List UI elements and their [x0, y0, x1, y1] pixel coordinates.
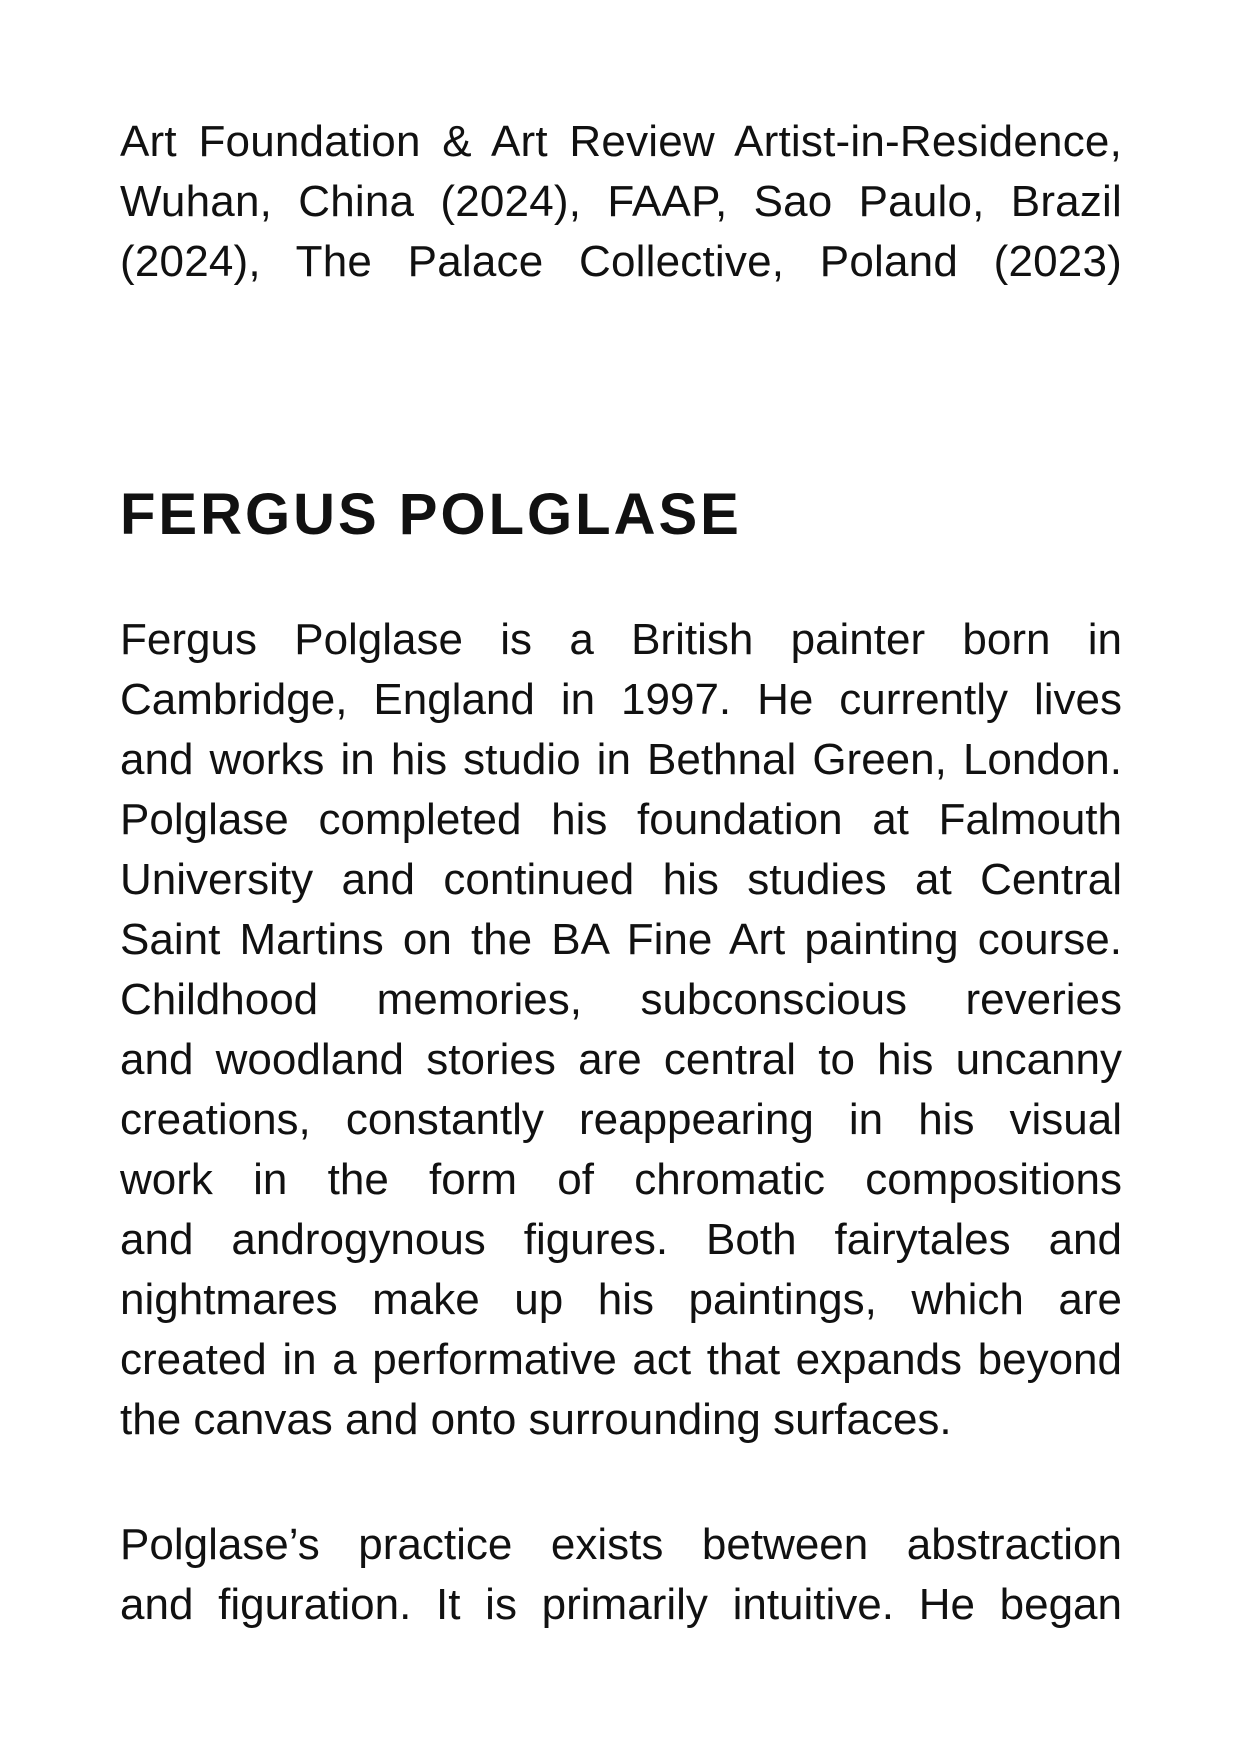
intro-line: Wuhan, China (2024), FAAP, Sao Paulo, Brazil: [120, 177, 1122, 226]
practice-line: Polglase’s practice exists between abstraction: [120, 1520, 1122, 1569]
bio-line: work in the form of chromatic compositions: [120, 1155, 1122, 1204]
bio-line: Polglase completed his foundation at Falmouth: [120, 795, 1122, 844]
practice-paragraph: [120, 1515, 1122, 1635]
intro-line: Art Foundation & Art Review Artist-in-Residence,: [120, 117, 1122, 166]
bio-paragraph: [120, 610, 1122, 1450]
document-page: [120, 0, 1122, 1748]
intro-paragraph: [120, 112, 1122, 292]
bio-line: Childhood memories, subconscious reveries: [120, 975, 1122, 1024]
bio-line: created in a performative act that expands beyond: [120, 1335, 1122, 1384]
artist-name-heading: FERGUS POLGLASE: [120, 482, 742, 547]
bio-line: and androgynous figures. Both fairytales and: [120, 1215, 1122, 1264]
bio-line: University and continued his studies at Central: [120, 855, 1122, 904]
bio-line: the canvas and onto surrounding surfaces.: [120, 1395, 952, 1444]
bio-line: Cambridge, England in 1997. He currently lives: [120, 675, 1122, 724]
bio-line: creations, constantly reappearing in his visual: [120, 1095, 1122, 1144]
bio-line: and woodland stories are central to his uncanny: [120, 1035, 1122, 1084]
practice-line: and figuration. It is primarily intuitive. He began: [120, 1580, 1122, 1629]
bio-line: and works in his studio in Bethnal Green, London.: [120, 735, 1122, 784]
intro-line: (2024), The Palace Collective, Poland (2023): [120, 237, 1122, 286]
bio-line: Saint Martins on the BA Fine Art painting course.: [120, 915, 1122, 964]
bio-line: Fergus Polglase is a British painter born in: [120, 615, 1122, 664]
bio-line: nightmares make up his paintings, which are: [120, 1275, 1122, 1324]
